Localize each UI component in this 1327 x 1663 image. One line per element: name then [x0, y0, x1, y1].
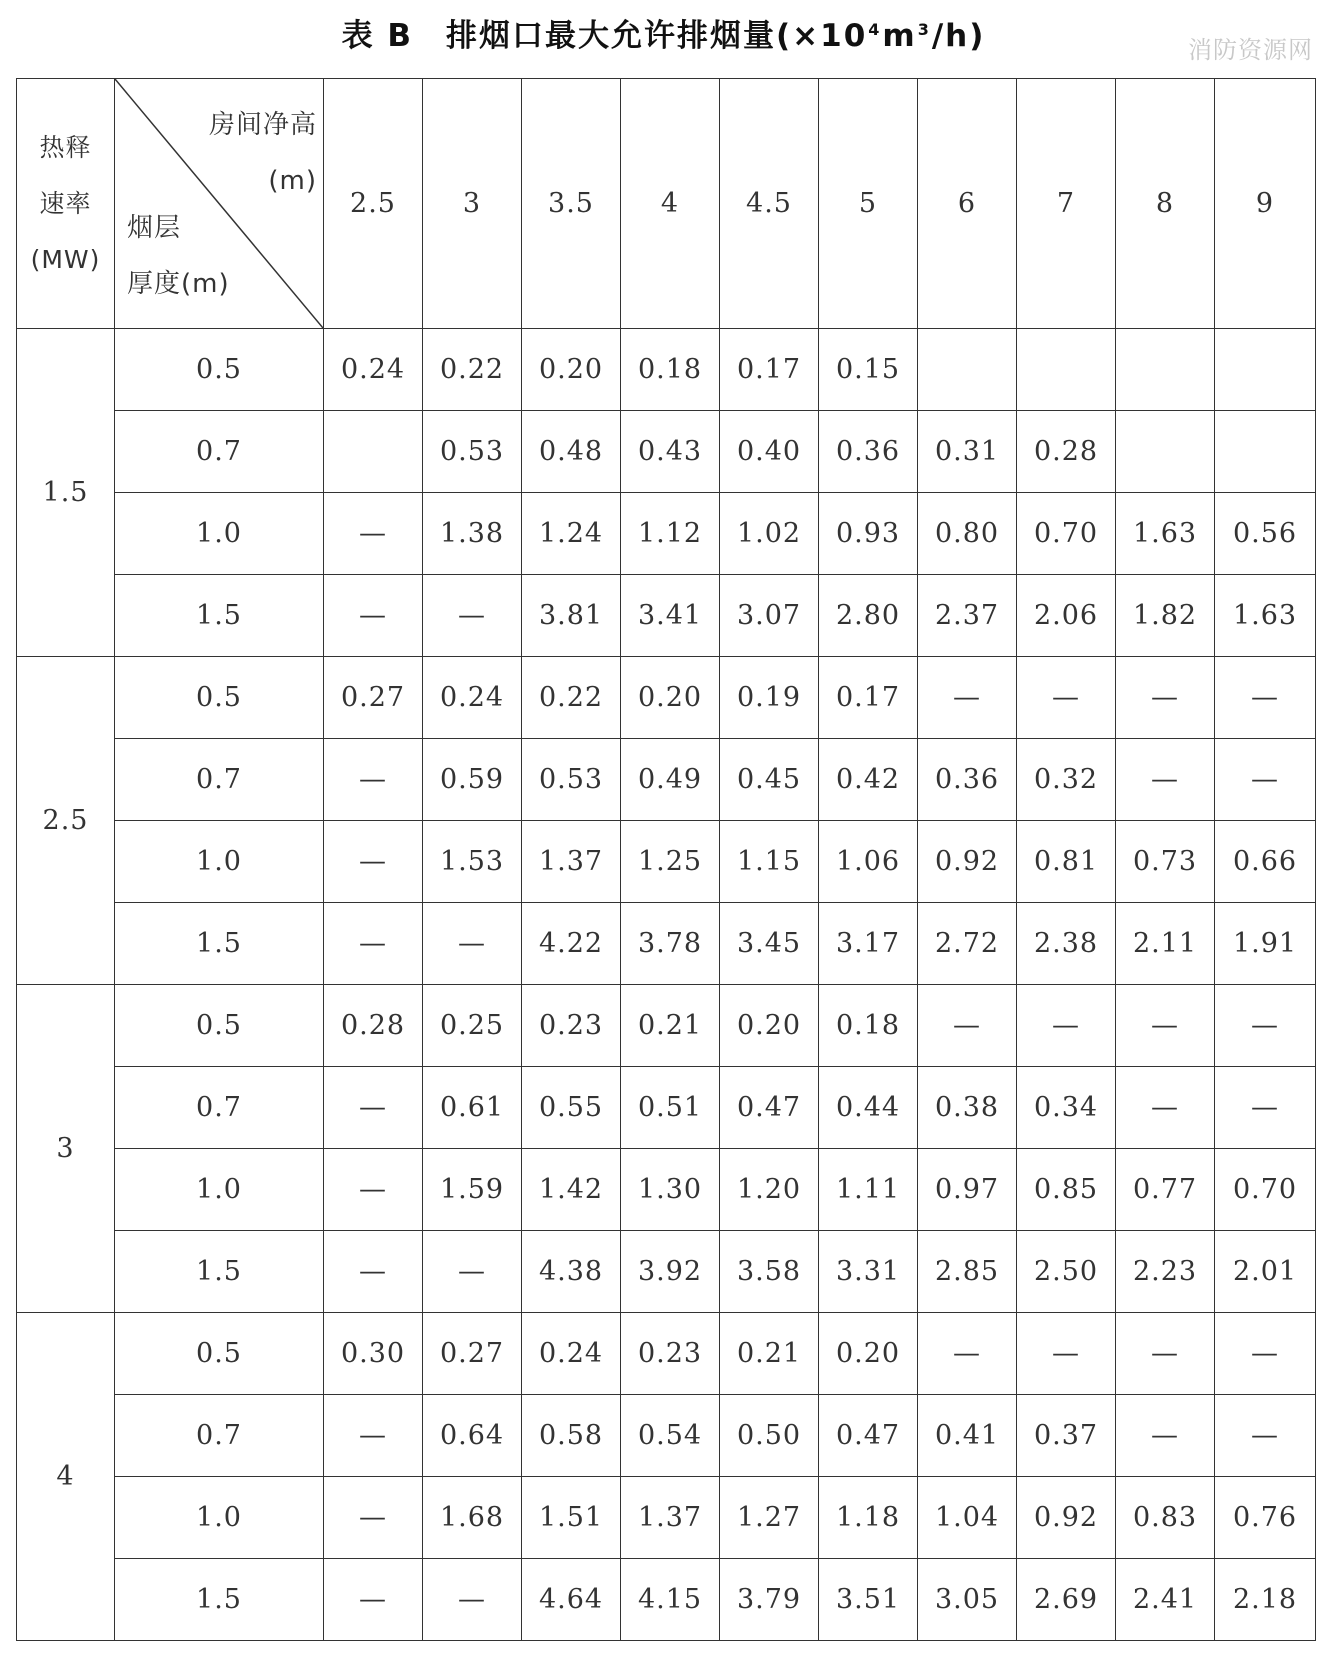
smoke-layer-thickness: 0.5: [115, 657, 324, 739]
exhaust-value-cell: 0.44: [819, 1067, 918, 1149]
exhaust-value-cell: 1.53: [423, 821, 522, 903]
exhaust-value-cell: 0.15: [819, 329, 918, 411]
exhaust-value-cell: 0.21: [720, 1313, 819, 1395]
exhaust-value-cell: 3.17: [819, 903, 918, 985]
exhaust-value-cell: 1.20: [720, 1149, 819, 1231]
exhaust-value-cell: —: [1116, 1395, 1215, 1477]
exhaust-value-cell: 1.91: [1215, 903, 1316, 985]
exhaust-value-cell: 3.45: [720, 903, 819, 985]
diagonal-header-cell: [115, 79, 324, 329]
smoke-layer-thickness: 0.7: [115, 1395, 324, 1477]
exhaust-value-cell: 1.02: [720, 493, 819, 575]
smoke-layer-thickness: 1.0: [115, 1149, 324, 1231]
exhaust-value-cell: 0.61: [423, 1067, 522, 1149]
exhaust-value-cell: 1.12: [621, 493, 720, 575]
exhaust-value-cell: [1215, 411, 1316, 493]
table-row: [17, 821, 1316, 903]
height-header: 6: [918, 79, 1017, 329]
exhaust-value-cell: 1.15: [720, 821, 819, 903]
exhaust-value-cell: 0.27: [423, 1313, 522, 1395]
exhaust-value-cell: —: [1116, 657, 1215, 739]
height-header: 8: [1116, 79, 1215, 329]
exhaust-value-cell: 0.92: [1017, 1477, 1116, 1559]
exhaust-value-cell: —: [324, 1149, 423, 1231]
smoke-exhaust-table: [16, 78, 1316, 1641]
exhaust-value-cell: 1.42: [522, 1149, 621, 1231]
exhaust-value-cell: 1.24: [522, 493, 621, 575]
exhaust-value-cell: —: [1215, 1067, 1316, 1149]
exhaust-value-cell: 1.63: [1116, 493, 1215, 575]
exhaust-value-cell: 0.70: [1215, 1149, 1316, 1231]
exhaust-value-cell: 1.37: [522, 821, 621, 903]
exhaust-value-cell: 1.27: [720, 1477, 819, 1559]
smoke-layer-thickness: 1.5: [115, 575, 324, 657]
exhaust-value-cell: 0.20: [720, 985, 819, 1067]
exhaust-value-cell: —: [1017, 985, 1116, 1067]
table-row: [17, 575, 1316, 657]
exhaust-value-cell: 0.42: [819, 739, 918, 821]
exhaust-value-cell: 3.79: [720, 1559, 819, 1641]
smoke-layer-thickness: 1.5: [115, 1559, 324, 1641]
exhaust-value-cell: 3.78: [621, 903, 720, 985]
exhaust-value-cell: 0.28: [324, 985, 423, 1067]
exhaust-value-cell: 0.73: [1116, 821, 1215, 903]
heat-release-value: 2.5: [17, 657, 115, 985]
exhaust-value-cell: 3.07: [720, 575, 819, 657]
smoke-layer-thickness: 0.5: [115, 985, 324, 1067]
exhaust-value-cell: 0.81: [1017, 821, 1116, 903]
heat-release-value: 4: [17, 1313, 115, 1641]
exhaust-value-cell: 0.17: [720, 329, 819, 411]
exhaust-value-cell: 1.25: [621, 821, 720, 903]
exhaust-value-cell: 3.58: [720, 1231, 819, 1313]
exhaust-value-cell: 0.80: [918, 493, 1017, 575]
exhaust-value-cell: 0.32: [1017, 739, 1116, 821]
table-row: [17, 493, 1316, 575]
table-title: [0, 10, 1327, 55]
exhaust-value-cell: —: [1116, 1313, 1215, 1395]
exhaust-value-cell: 0.36: [918, 739, 1017, 821]
exhaust-value-cell: —: [324, 903, 423, 985]
exhaust-value-cell: 2.23: [1116, 1231, 1215, 1313]
exhaust-value-cell: —: [1215, 739, 1316, 821]
exhaust-value-cell: —: [324, 1067, 423, 1149]
room-height-label-line: 房间净高: [208, 110, 317, 140]
exhaust-value-cell: 0.56: [1215, 493, 1316, 575]
exhaust-value-cell: [1215, 329, 1316, 411]
exhaust-value-cell: 1.59: [423, 1149, 522, 1231]
exhaust-value-cell: 0.92: [918, 821, 1017, 903]
exhaust-value-cell: 2.80: [819, 575, 918, 657]
table-row: [17, 903, 1316, 985]
exhaust-value-cell: 0.24: [324, 329, 423, 411]
exhaust-value-cell: —: [324, 493, 423, 575]
exhaust-value-cell: 0.45: [720, 739, 819, 821]
exhaust-value-cell: 0.22: [522, 657, 621, 739]
exhaust-value-cell: 1.30: [621, 1149, 720, 1231]
table-row: [17, 411, 1316, 493]
exhaust-value-cell: [918, 329, 1017, 411]
exhaust-value-cell: 4.15: [621, 1559, 720, 1641]
exhaust-value-cell: 0.20: [621, 657, 720, 739]
height-header: 3: [423, 79, 522, 329]
exhaust-value-cell: 1.37: [621, 1477, 720, 1559]
smoke-layer-thickness: 1.0: [115, 493, 324, 575]
exhaust-value-cell: [1116, 411, 1215, 493]
exhaust-value-cell: —: [1215, 657, 1316, 739]
exhaust-value-cell: 1.82: [1116, 575, 1215, 657]
exhaust-value-cell: 0.19: [720, 657, 819, 739]
exhaust-value-cell: 3.05: [918, 1559, 1017, 1641]
exhaust-value-cell: 3.92: [621, 1231, 720, 1313]
exhaust-value-cell: —: [1017, 1313, 1116, 1395]
exhaust-value-cell: 0.36: [819, 411, 918, 493]
height-header: 9: [1215, 79, 1316, 329]
watermark: 消防资源网: [1188, 36, 1313, 64]
exhaust-value-cell: 0.25: [423, 985, 522, 1067]
heat-release-value: 3: [17, 985, 115, 1313]
exhaust-value-cell: 4.64: [522, 1559, 621, 1641]
exhaust-value-cell: 0.53: [522, 739, 621, 821]
exhaust-value-cell: 2.41: [1116, 1559, 1215, 1641]
smoke-layer-thickness: 0.5: [115, 329, 324, 411]
exhaust-value-cell: —: [324, 1231, 423, 1313]
exhaust-value-cell: 1.06: [819, 821, 918, 903]
exhaust-value-cell: 0.51: [621, 1067, 720, 1149]
exhaust-value-cell: —: [423, 903, 522, 985]
exhaust-value-cell: —: [918, 657, 1017, 739]
table-row: [17, 739, 1316, 821]
exhaust-value-cell: 0.28: [1017, 411, 1116, 493]
exhaust-value-cell: —: [1116, 739, 1215, 821]
exhaust-value-cell: 0.47: [819, 1395, 918, 1477]
smoke-layer-thickness: 1.5: [115, 903, 324, 985]
exhaust-value-cell: —: [324, 821, 423, 903]
title-suffix: /h): [931, 18, 986, 54]
table-row: [17, 1149, 1316, 1231]
exhaust-value-cell: 0.54: [621, 1395, 720, 1477]
title-unit-m: m: [882, 18, 917, 54]
exhaust-value-cell: —: [1017, 657, 1116, 739]
exhaust-value-cell: —: [324, 1395, 423, 1477]
exhaust-value-cell: 3.41: [621, 575, 720, 657]
height-header: 7: [1017, 79, 1116, 329]
exhaust-value-cell: 2.69: [1017, 1559, 1116, 1641]
exhaust-value-cell: 0.59: [423, 739, 522, 821]
height-header: 5: [819, 79, 918, 329]
exhaust-value-cell: 1.63: [1215, 575, 1316, 657]
table-row: [17, 1313, 1316, 1395]
smoke-layer-thickness: 0.5: [115, 1313, 324, 1395]
table-row: [17, 1067, 1316, 1149]
exhaust-value-cell: 0.93: [819, 493, 918, 575]
table-row: [17, 1559, 1316, 1641]
title-prefix: 表 B 排烟口最大允许排烟量(×10: [341, 18, 868, 54]
exhaust-value-cell: 0.31: [918, 411, 1017, 493]
exhaust-value-cell: 0.55: [522, 1067, 621, 1149]
exhaust-value-cell: 1.04: [918, 1477, 1017, 1559]
exhaust-value-cell: 0.49: [621, 739, 720, 821]
exhaust-value-cell: 0.24: [423, 657, 522, 739]
exhaust-value-cell: 0.48: [522, 411, 621, 493]
table-body: [17, 79, 1316, 1641]
exhaust-value-cell: 2.11: [1116, 903, 1215, 985]
height-header: 2.5: [324, 79, 423, 329]
exhaust-value-cell: 0.27: [324, 657, 423, 739]
exhaust-value-cell: 2.38: [1017, 903, 1116, 985]
exhaust-value-cell: 0.18: [621, 329, 720, 411]
exhaust-value-cell: 0.64: [423, 1395, 522, 1477]
exhaust-value-cell: 2.37: [918, 575, 1017, 657]
height-header: 4: [621, 79, 720, 329]
room-height-label-line: (m): [268, 166, 317, 196]
smoke-layer-label: [127, 200, 230, 312]
room-height-label: [209, 97, 317, 209]
exhaust-value-cell: 0.37: [1017, 1395, 1116, 1477]
exhaust-value-cell: [1116, 329, 1215, 411]
exhaust-value-cell: 4.22: [522, 903, 621, 985]
smoke-layer-thickness: 0.7: [115, 1067, 324, 1149]
exhaust-value-cell: 2.72: [918, 903, 1017, 985]
exhaust-value-cell: 0.18: [819, 985, 918, 1067]
exhaust-value-cell: 0.17: [819, 657, 918, 739]
title-sup-exponent: 4: [868, 19, 882, 39]
exhaust-value-cell: —: [1215, 1395, 1316, 1477]
exhaust-value-cell: 0.41: [918, 1395, 1017, 1477]
exhaust-value-cell: 2.50: [1017, 1231, 1116, 1313]
exhaust-value-cell: [1017, 329, 1116, 411]
exhaust-value-cell: —: [324, 1477, 423, 1559]
exhaust-value-cell: —: [423, 1231, 522, 1313]
exhaust-value-cell: 0.70: [1017, 493, 1116, 575]
exhaust-value-cell: —: [918, 1313, 1017, 1395]
exhaust-value-cell: 0.38: [918, 1067, 1017, 1149]
exhaust-value-cell: —: [1215, 1313, 1316, 1395]
exhaust-value-cell: [324, 411, 423, 493]
exhaust-value-cell: 0.76: [1215, 1477, 1316, 1559]
exhaust-value-cell: 2.85: [918, 1231, 1017, 1313]
exhaust-value-cell: 2.06: [1017, 575, 1116, 657]
height-header: 3.5: [522, 79, 621, 329]
exhaust-value-cell: 1.51: [522, 1477, 621, 1559]
exhaust-value-cell: 0.34: [1017, 1067, 1116, 1149]
table-row: [17, 657, 1316, 739]
exhaust-value-cell: 0.40: [720, 411, 819, 493]
table-row: [17, 1231, 1316, 1313]
table-row: [17, 1477, 1316, 1559]
smoke-layer-thickness: 1.5: [115, 1231, 324, 1313]
exhaust-value-cell: 0.21: [621, 985, 720, 1067]
exhaust-value-cell: 0.23: [522, 985, 621, 1067]
smoke-layer-thickness: 0.7: [115, 411, 324, 493]
exhaust-value-cell: 1.68: [423, 1477, 522, 1559]
exhaust-value-cell: 0.30: [324, 1313, 423, 1395]
exhaust-value-cell: 0.43: [621, 411, 720, 493]
heat-release-header-line: 速率: [39, 188, 92, 218]
exhaust-value-cell: 0.20: [522, 329, 621, 411]
exhaust-value-cell: —: [423, 1559, 522, 1641]
exhaust-value-cell: 0.47: [720, 1067, 819, 1149]
smoke-layer-label-line: 厚度(m): [127, 269, 230, 299]
exhaust-value-cell: —: [1116, 985, 1215, 1067]
exhaust-value-cell: 2.01: [1215, 1231, 1316, 1313]
title-sup-cubic: 3: [917, 19, 931, 39]
table-row: [17, 985, 1316, 1067]
exhaust-value-cell: 1.38: [423, 493, 522, 575]
smoke-layer-thickness: 1.0: [115, 1477, 324, 1559]
exhaust-value-cell: 3.81: [522, 575, 621, 657]
exhaust-value-cell: —: [1215, 985, 1316, 1067]
exhaust-value-cell: 1.11: [819, 1149, 918, 1231]
exhaust-value-cell: 0.20: [819, 1313, 918, 1395]
exhaust-value-cell: —: [1116, 1067, 1215, 1149]
exhaust-value-cell: 0.85: [1017, 1149, 1116, 1231]
exhaust-value-cell: 0.77: [1116, 1149, 1215, 1231]
table-row: [17, 1395, 1316, 1477]
exhaust-value-cell: 0.58: [522, 1395, 621, 1477]
smoke-layer-thickness: 1.0: [115, 821, 324, 903]
exhaust-value-cell: —: [918, 985, 1017, 1067]
heat-release-header-line: (MW): [30, 244, 101, 274]
exhaust-value-cell: 0.22: [423, 329, 522, 411]
table-row: [17, 329, 1316, 411]
exhaust-value-cell: 2.18: [1215, 1559, 1316, 1641]
exhaust-value-cell: 0.50: [720, 1395, 819, 1477]
exhaust-value-cell: —: [324, 739, 423, 821]
exhaust-value-cell: 0.97: [918, 1149, 1017, 1231]
height-header: 4.5: [720, 79, 819, 329]
exhaust-value-cell: 3.31: [819, 1231, 918, 1313]
exhaust-value-cell: 0.23: [621, 1313, 720, 1395]
smoke-layer-label-line: 烟层: [127, 213, 182, 243]
heat-release-header: [17, 79, 115, 329]
exhaust-value-cell: 3.51: [819, 1559, 918, 1641]
heat-release-header-line: 热释: [39, 132, 92, 162]
exhaust-value-cell: —: [423, 575, 522, 657]
header-row: [17, 79, 1316, 329]
exhaust-value-cell: 4.38: [522, 1231, 621, 1313]
smoke-layer-thickness: 0.7: [115, 739, 324, 821]
exhaust-value-cell: 0.24: [522, 1313, 621, 1395]
exhaust-value-cell: 0.66: [1215, 821, 1316, 903]
exhaust-value-cell: 1.18: [819, 1477, 918, 1559]
exhaust-value-cell: 0.53: [423, 411, 522, 493]
exhaust-value-cell: —: [324, 1559, 423, 1641]
exhaust-value-cell: 0.83: [1116, 1477, 1215, 1559]
heat-release-value: 1.5: [17, 329, 115, 657]
exhaust-value-cell: —: [324, 575, 423, 657]
